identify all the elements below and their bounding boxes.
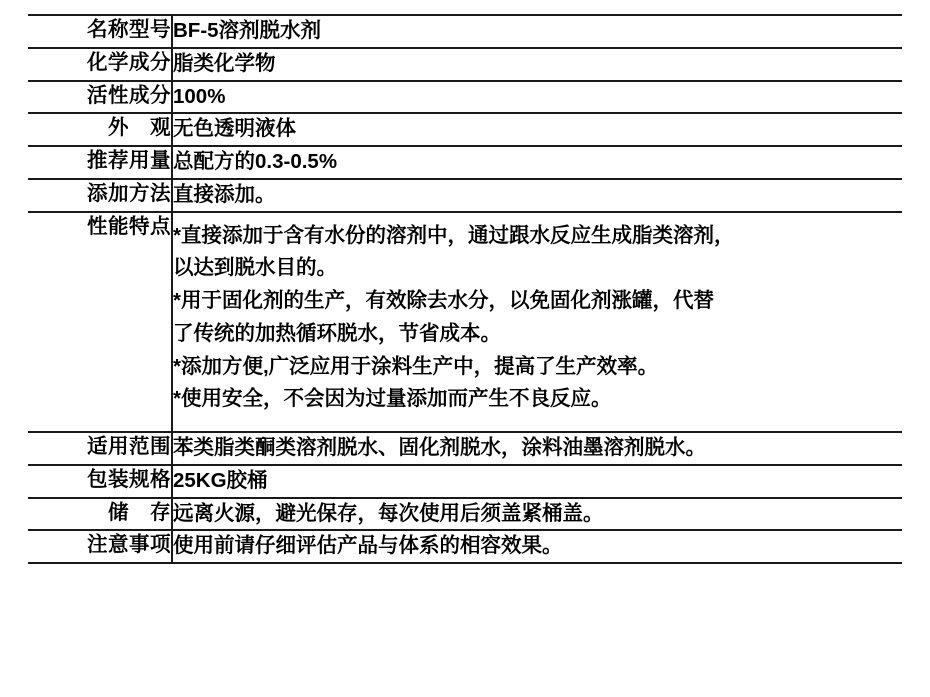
row-value-line: BF-5溶剂脱水剂 <box>173 19 322 42</box>
row-label: 添加方法 <box>28 179 172 212</box>
row-value <box>172 432 902 465</box>
row-label: 包装规格 <box>28 465 172 498</box>
row-value-line: 脂类化学物 <box>173 51 276 75</box>
row-value-line: *用于固化剂的生产，有效除去水分，以免固化剂涨罐，代替 <box>173 289 714 312</box>
row-label: 注意事项 <box>28 530 172 563</box>
row-label: 名称型号 <box>28 15 172 48</box>
row-value-line: 25KG胶桶 <box>173 468 268 492</box>
row-value <box>172 179 902 212</box>
row-value-line: 使用前请仔细评估产品与体系的相容效果。 <box>173 534 563 558</box>
row-label: 适用范围 <box>28 432 172 465</box>
table-row <box>28 179 902 212</box>
table-body <box>28 15 902 563</box>
table-row <box>28 113 902 146</box>
row-value-line: 苯类脂类酮类溶剂脱水、固化剂脱水，涂料油墨溶剂脱水。 <box>173 436 706 459</box>
specification-table <box>28 14 902 564</box>
row-value-line: *添加方便,广泛应用于涂料生产中，提高了生产效率。 <box>173 354 659 378</box>
row-label: 推荐用量 <box>28 146 172 179</box>
table-row <box>28 48 902 81</box>
row-value <box>172 48 902 81</box>
row-label: 化学成分 <box>28 48 172 81</box>
page-bottom-margin <box>28 564 902 616</box>
row-label: 性能特点 <box>28 212 172 433</box>
table-row-features <box>28 212 902 433</box>
table-row <box>28 498 902 531</box>
table-row <box>28 465 902 498</box>
table-row <box>28 432 902 465</box>
row-label: 储 存 <box>28 498 172 531</box>
row-value-line: 以达到脱水目的。 <box>173 256 337 280</box>
row-value-line: 无色透明液体 <box>173 117 296 141</box>
table-row <box>28 81 902 114</box>
row-value-line: 100% <box>173 84 226 108</box>
row-value-line: 总配方的0.3-0.5% <box>173 150 338 173</box>
row-value <box>172 212 902 433</box>
row-label: 外 观 <box>28 113 172 146</box>
row-label: 活性成分 <box>28 81 172 114</box>
row-value-line: 直接添加。 <box>173 182 276 206</box>
row-value-line: 远离火源，避光保存，每次使用后须盖紧桶盖。 <box>173 501 604 525</box>
row-value <box>172 465 902 498</box>
row-value <box>172 146 902 179</box>
table-row <box>28 530 902 563</box>
row-value <box>172 498 902 531</box>
row-value <box>172 15 902 48</box>
row-value-line: *直接添加于含有水份的溶剂中，通过跟水反应生成脂类溶剂， <box>173 223 735 247</box>
table-row <box>28 15 902 48</box>
table-row <box>28 146 902 179</box>
row-value <box>172 530 902 563</box>
row-value-line: 了传统的加热循环脱水，节省成本。 <box>173 321 501 345</box>
row-value <box>172 113 902 146</box>
row-value-line: *使用安全，不会因为过量添加而产生不良反应。 <box>173 387 612 411</box>
row-value <box>172 81 902 114</box>
